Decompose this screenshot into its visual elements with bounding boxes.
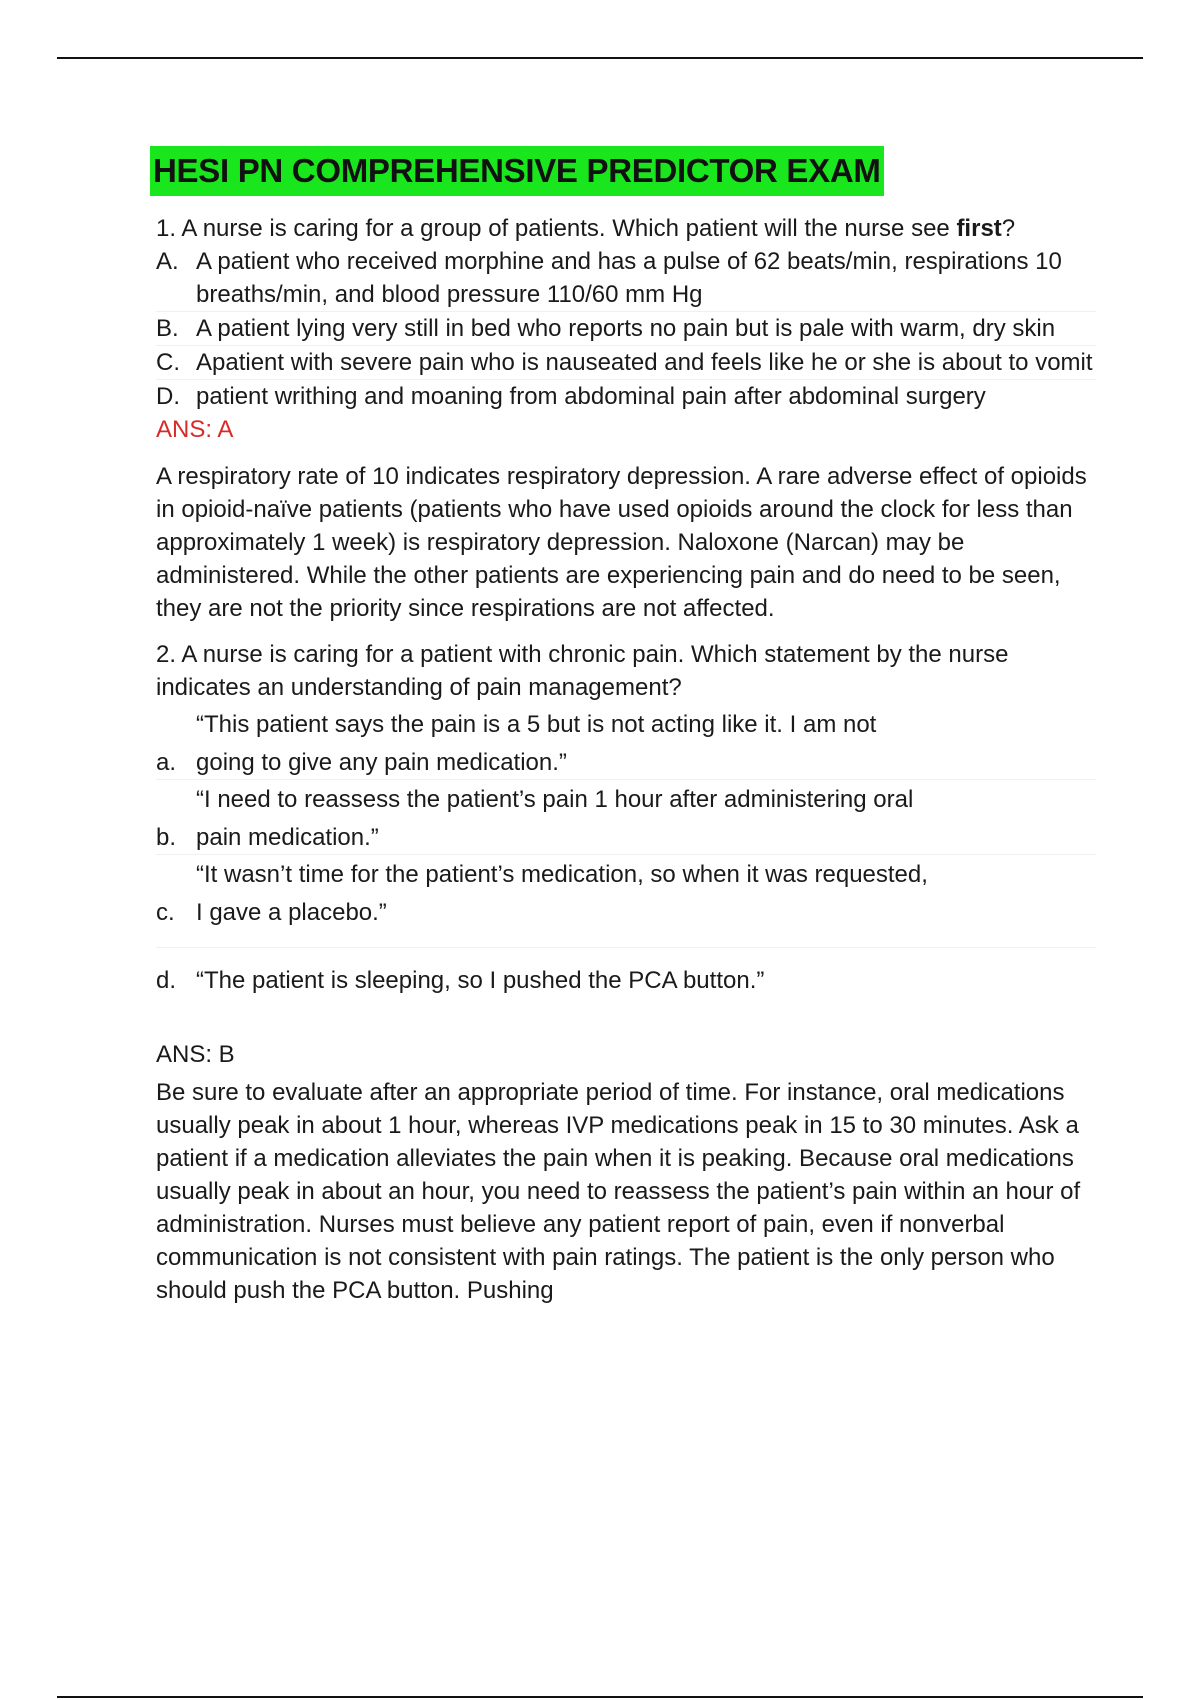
- header-rule: [57, 57, 1143, 59]
- option-text: “The patient is sleeping, so I pushed the PCA button.”: [196, 967, 765, 994]
- option-text-line-1: “It wasn’t time for the patient’s medication, so when it was requested,: [196, 861, 928, 888]
- question-1-stem-end: ?: [1001, 215, 1016, 242]
- option-text: A patient lying very still in bed who reports no pain but is pale with warm, dry skin: [196, 315, 1056, 342]
- option-text-line-2: I gave a placebo.”: [196, 899, 387, 926]
- option-text-line-1: “This patient says the pain is a 5 but is not acting like it. I am not: [196, 711, 877, 738]
- q1-option-c: [156, 346, 1096, 380]
- option-letter: c.: [156, 899, 175, 926]
- question-1-rationale: A respiratory rate of 10 indicates respiratory depression. A rare adverse effect of opioids in opioid-naïve patients (patients who have used opioids around the clock for less than approximately 1 week) is respiratory depression. Naloxone (Narcan) may be administered. While the other patients are experiencing pain and do need to be seen, they are not the priority since respirations are not affected.: [156, 463, 1087, 622]
- q2-option-c: [156, 858, 1096, 948]
- option-text: A patient who received morphine and has a pulse of 62 beats/min, respirations 10 breaths/min, and blood pressure 110/60 mm Hg: [196, 248, 1062, 308]
- option-text-line-2: going to give any pain medication.”: [196, 749, 567, 776]
- question-2-stem: 2. A nurse is caring for a patient with chronic pain. Which statement by the nurse indicates an understanding of pain management?: [156, 641, 1009, 701]
- option-letter: d.: [156, 967, 177, 994]
- q2-option-b: [156, 783, 1096, 855]
- option-letter: A.: [156, 248, 179, 275]
- question-2-answer: ANS: B: [156, 1041, 235, 1068]
- q1-option-a: [156, 245, 1096, 312]
- question-2-rationale: Be sure to evaluate after an appropriate period of time. For instance, oral medications usually peak in about 1 hour, whereas IVP medications peak in 15 to 30 minutes. Ask a patient if a medication alleviates the pain when it is peaking. Because oral medications usually peak in about an hour, you need to reassess the patient’s pain within an hour of administration. Nurses must believe any patient report of pain, even if nonverbal communication is not consistent with pain ratings. The patient is the only person who should push the PCA button. Pushing: [156, 1079, 1081, 1304]
- option-letter: B.: [156, 315, 179, 342]
- option-text-line-1: “I need to reassess the patient’s pain 1 hour after administering oral: [196, 786, 914, 813]
- question-1-answer: ANS: A: [156, 416, 234, 443]
- question-1-emphasis: first: [956, 215, 1002, 242]
- q1-option-b: [156, 312, 1096, 346]
- page-title: HESI PN COMPREHENSIVE PREDICTOR EXAM: [150, 146, 884, 196]
- option-letter: C.: [156, 349, 180, 376]
- option-text-line-2: pain medication.”: [196, 824, 379, 851]
- q2-option-d: [156, 964, 1096, 997]
- document-body: [153, 146, 1096, 1307]
- option-text: patient writhing and moaning from abdominal pain after abdominal surgery: [196, 383, 986, 410]
- footer-rule: [57, 1696, 1143, 1698]
- option-text: Apatient with severe pain who is nauseated and feels like he or she is about to vomit: [196, 349, 1093, 376]
- option-letter: b.: [156, 824, 177, 851]
- question-1-stem-text: 1. A nurse is caring for a group of patients. Which patient will the nurse see: [156, 215, 957, 242]
- q1-option-d: [156, 380, 1096, 413]
- question-1-stem: [156, 212, 1096, 245]
- option-letter: D.: [156, 383, 180, 410]
- option-letter: a.: [156, 749, 177, 776]
- q2-option-a: [156, 708, 1096, 780]
